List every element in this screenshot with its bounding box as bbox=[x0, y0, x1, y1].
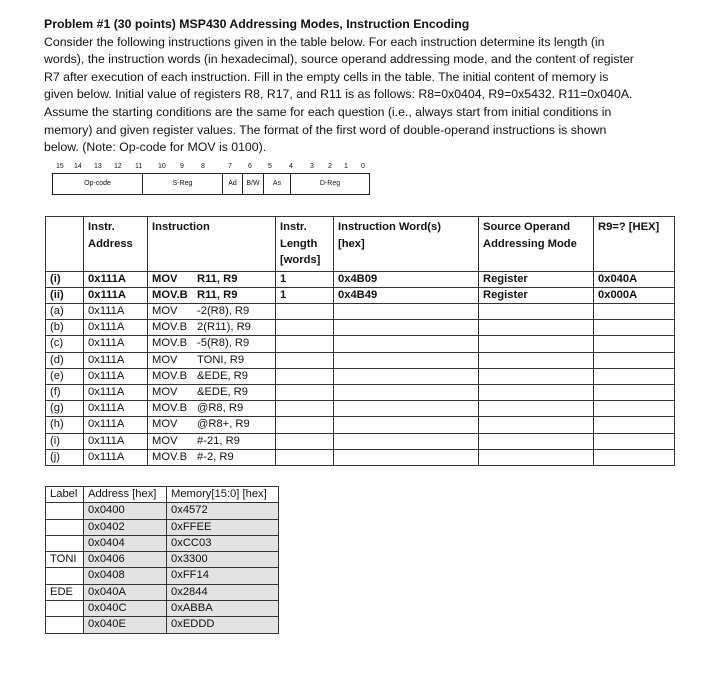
row-address: 0x111A bbox=[84, 320, 148, 336]
memory-header-row bbox=[46, 487, 279, 503]
row-r9[interactable] bbox=[594, 368, 675, 384]
field-sreg: S-Reg bbox=[143, 174, 223, 194]
row-mode[interactable] bbox=[479, 320, 594, 336]
row-address: 0x111A bbox=[84, 433, 148, 449]
instruction-opcode: MOV bbox=[152, 434, 178, 447]
table-row bbox=[46, 368, 675, 384]
problem-line: Assume the starting conditions are the same for each question (i.e., always start from initial conditions in bbox=[44, 104, 612, 119]
problem-line: given below. Initial value of registers R8, R17, and R11 is as follows: R8=0x0404, R9=0x5432. R11=0x040A. bbox=[44, 87, 633, 102]
header-address: Instr. Address bbox=[84, 217, 148, 272]
bit-number: 2 bbox=[328, 163, 332, 170]
row-instruction bbox=[148, 287, 276, 303]
row-instruction bbox=[148, 417, 276, 433]
bit-number: 6 bbox=[248, 163, 252, 170]
problem-line: below. (Note: Op-code for MOV is 0100). bbox=[44, 140, 267, 155]
instruction-opcode: MOV bbox=[152, 304, 178, 317]
instruction-opcode: MOV.B bbox=[152, 402, 188, 415]
memory-address: 0x0406 bbox=[84, 552, 167, 568]
memory-address: 0x0402 bbox=[84, 519, 167, 535]
memory-label bbox=[46, 535, 84, 551]
row-r9[interactable] bbox=[594, 401, 675, 417]
row-length[interactable] bbox=[276, 336, 334, 352]
row-instruction bbox=[148, 336, 276, 352]
memory-value: 0x2844 bbox=[167, 584, 279, 600]
table-row bbox=[46, 401, 675, 417]
memory-value: 0xEDDD bbox=[167, 617, 279, 633]
row-words[interactable] bbox=[334, 449, 479, 465]
table-row bbox=[46, 320, 675, 336]
bit-number: 1 bbox=[344, 163, 348, 170]
memory-value: 0x3300 bbox=[167, 552, 279, 568]
table-row bbox=[46, 384, 675, 400]
row-label: (ii) bbox=[46, 287, 84, 303]
problem-statement bbox=[44, 16, 708, 157]
row-words[interactable] bbox=[334, 303, 479, 319]
instruction-operands: #-21, R9 bbox=[197, 434, 240, 447]
memory-address: 0x040C bbox=[84, 601, 167, 617]
row-r9[interactable] bbox=[594, 384, 675, 400]
memory-header-label: Label bbox=[46, 487, 84, 503]
bit-numbers bbox=[52, 163, 370, 172]
problem-line: Consider the following instructions given in the table below. For each instruction determine its length (in bbox=[44, 34, 605, 49]
row-r9[interactable] bbox=[594, 336, 675, 352]
row-words[interactable] bbox=[334, 352, 479, 368]
row-instruction bbox=[148, 401, 276, 417]
instruction-operands: &EDE, R9 bbox=[197, 385, 248, 398]
row-r9[interactable] bbox=[594, 303, 675, 319]
memory-row bbox=[46, 584, 279, 600]
row-instruction bbox=[148, 320, 276, 336]
instruction-operands: R11, R9 bbox=[197, 272, 238, 285]
row-label: (e) bbox=[46, 368, 84, 384]
row-words[interactable] bbox=[334, 336, 479, 352]
table-row bbox=[46, 287, 675, 303]
row-words[interactable] bbox=[334, 368, 479, 384]
bit-number: 13 bbox=[94, 163, 102, 170]
problem-line: words), the instruction words (in hexadecimal), source operand addressing mode, and the content of register bbox=[44, 52, 634, 67]
bit-number: 4 bbox=[289, 163, 293, 170]
row-instruction bbox=[148, 384, 276, 400]
bit-number: 11 bbox=[135, 163, 143, 170]
row-label: (b) bbox=[46, 320, 84, 336]
bit-number: 10 bbox=[158, 163, 166, 170]
row-label: (d) bbox=[46, 352, 84, 368]
row-length[interactable] bbox=[276, 433, 334, 449]
row-length: 1 bbox=[276, 271, 334, 287]
instruction-operands: @R8+, R9 bbox=[197, 418, 250, 431]
row-label: (h) bbox=[46, 417, 84, 433]
header-mode: Source Operand Addressing Mode bbox=[479, 217, 594, 272]
row-mode: Register bbox=[479, 287, 594, 303]
row-r9[interactable] bbox=[594, 320, 675, 336]
memory-label bbox=[46, 503, 84, 519]
bit-number: 7 bbox=[228, 163, 232, 170]
row-address: 0x111A bbox=[84, 368, 148, 384]
row-length[interactable] bbox=[276, 384, 334, 400]
row-length[interactable] bbox=[276, 401, 334, 417]
instruction-opcode: MOV.B bbox=[152, 288, 188, 301]
instruction-operands: -2(R8), R9 bbox=[197, 304, 250, 317]
row-length[interactable] bbox=[276, 368, 334, 384]
instruction-opcode: MOV bbox=[152, 272, 178, 285]
row-r9[interactable] bbox=[594, 433, 675, 449]
bit-number: 8 bbox=[201, 163, 205, 170]
bit-number: 5 bbox=[268, 163, 272, 170]
instruction-operands: @R8, R9 bbox=[197, 402, 244, 415]
row-address: 0x111A bbox=[84, 303, 148, 319]
memory-row bbox=[46, 535, 279, 551]
row-address: 0x111A bbox=[84, 352, 148, 368]
instruction-opcode: MOV bbox=[152, 418, 178, 431]
row-label: (g) bbox=[46, 401, 84, 417]
row-mode: Register bbox=[479, 271, 594, 287]
row-label: (a) bbox=[46, 303, 84, 319]
instruction-opcode: MOV bbox=[152, 385, 178, 398]
row-label: (c) bbox=[46, 336, 84, 352]
memory-header-memory: Memory[15:0] [hex] bbox=[167, 487, 279, 503]
table-row bbox=[46, 352, 675, 368]
row-mode[interactable] bbox=[479, 368, 594, 384]
row-instruction bbox=[148, 449, 276, 465]
row-address: 0x111A bbox=[84, 449, 148, 465]
memory-value: 0xABBA bbox=[167, 601, 279, 617]
instruction-format-diagram bbox=[52, 163, 370, 195]
instruction-operands: #-2, R9 bbox=[197, 450, 234, 463]
problem-line: memory) and given register values. The format of the first word of double-operand instructions is shown bbox=[44, 122, 607, 137]
header-length: Instr. Length [words] bbox=[276, 217, 334, 272]
row-mode[interactable] bbox=[479, 384, 594, 400]
format-box bbox=[52, 173, 370, 195]
instruction-opcode: MOV bbox=[152, 353, 178, 366]
row-instruction bbox=[148, 271, 276, 287]
header-label bbox=[46, 217, 84, 272]
instruction-operands: 2(R11), R9 bbox=[197, 321, 251, 334]
row-words: 0x4B49 bbox=[334, 287, 479, 303]
memory-label: EDE bbox=[46, 584, 84, 600]
memory-address: 0x040A bbox=[84, 584, 167, 600]
bit-number: 15 bbox=[56, 163, 64, 170]
row-mode[interactable] bbox=[479, 401, 594, 417]
row-words[interactable] bbox=[334, 320, 479, 336]
row-mode[interactable] bbox=[479, 449, 594, 465]
row-address: 0x111A bbox=[84, 417, 148, 433]
memory-label bbox=[46, 617, 84, 633]
memory-label bbox=[46, 601, 84, 617]
instruction-table bbox=[45, 216, 675, 466]
instruction-operands: TONI, R9 bbox=[197, 353, 245, 366]
instruction-operands: &EDE, R9 bbox=[197, 369, 248, 382]
field-ad: Ad bbox=[223, 174, 243, 194]
bit-number: 14 bbox=[74, 163, 82, 170]
bit-number: 0 bbox=[361, 163, 365, 170]
field-bw: B/W bbox=[243, 174, 264, 194]
memory-row bbox=[46, 552, 279, 568]
memory-address: 0x0400 bbox=[84, 503, 167, 519]
bit-number: 9 bbox=[180, 163, 184, 170]
memory-value: 0x4572 bbox=[167, 503, 279, 519]
row-address: 0x111A bbox=[84, 287, 148, 303]
memory-address: 0x0404 bbox=[84, 535, 167, 551]
instruction-opcode: MOV.B bbox=[152, 321, 188, 334]
row-address: 0x111A bbox=[84, 384, 148, 400]
problem-line: R7 after execution of each instruction. Fill in the empty cells in the table. The initial content of memory is bbox=[44, 69, 609, 84]
memory-row bbox=[46, 617, 279, 633]
row-address: 0x111A bbox=[84, 336, 148, 352]
memory-value: 0xCC03 bbox=[167, 535, 279, 551]
table-row bbox=[46, 449, 675, 465]
instruction-opcode: MOV.B bbox=[152, 369, 188, 382]
instruction-opcode: MOV.B bbox=[152, 337, 188, 350]
row-label: (f) bbox=[46, 384, 84, 400]
row-mode[interactable] bbox=[479, 433, 594, 449]
table-row bbox=[46, 336, 675, 352]
row-address: 0x111A bbox=[84, 271, 148, 287]
row-words[interactable] bbox=[334, 417, 479, 433]
row-mode[interactable] bbox=[479, 336, 594, 352]
bit-number: 3 bbox=[310, 163, 314, 170]
row-mode[interactable] bbox=[479, 417, 594, 433]
memory-label: TONI bbox=[46, 552, 84, 568]
row-words[interactable] bbox=[334, 384, 479, 400]
row-instruction bbox=[148, 433, 276, 449]
row-length[interactable] bbox=[276, 352, 334, 368]
row-instruction bbox=[148, 303, 276, 319]
problem-title: Problem #1 (30 points) MSP430 Addressing Modes, Instruction Encoding bbox=[44, 17, 470, 31]
memory-table bbox=[45, 486, 279, 634]
table-row bbox=[46, 271, 675, 287]
row-instruction bbox=[148, 368, 276, 384]
row-r9[interactable] bbox=[594, 352, 675, 368]
table-row bbox=[46, 303, 675, 319]
header-instruction: Instruction bbox=[148, 217, 276, 272]
row-words: 0x4B09 bbox=[334, 271, 479, 287]
memory-row bbox=[46, 519, 279, 535]
row-r9[interactable] bbox=[594, 449, 675, 465]
row-address: 0x111A bbox=[84, 401, 148, 417]
bit-number: 12 bbox=[114, 163, 122, 170]
field-as: As bbox=[264, 174, 291, 194]
memory-row bbox=[46, 503, 279, 519]
memory-value: 0xFF14 bbox=[167, 568, 279, 584]
row-words[interactable] bbox=[334, 401, 479, 417]
table-row bbox=[46, 433, 675, 449]
memory-value: 0xFFEE bbox=[167, 519, 279, 535]
header-r9: R9=? [HEX] bbox=[594, 217, 675, 272]
memory-row bbox=[46, 568, 279, 584]
field-dreg: D-Reg bbox=[319, 180, 341, 187]
memory-header-address: Address [hex] bbox=[84, 487, 167, 503]
header-words: Instruction Word(s) [hex] bbox=[334, 217, 479, 272]
row-length[interactable] bbox=[276, 417, 334, 433]
row-label: (i) bbox=[46, 271, 84, 287]
row-length[interactable] bbox=[276, 303, 334, 319]
row-r9: 0x040A bbox=[594, 271, 675, 287]
memory-address: 0x040E bbox=[84, 617, 167, 633]
instruction-operands: -5(R8), R9 bbox=[197, 337, 250, 350]
row-words[interactable] bbox=[334, 433, 479, 449]
row-label: (j) bbox=[46, 449, 84, 465]
row-mode[interactable] bbox=[479, 303, 594, 319]
row-length[interactable] bbox=[276, 320, 334, 336]
memory-address: 0x0408 bbox=[84, 568, 167, 584]
row-r9[interactable] bbox=[594, 417, 675, 433]
row-label: (i) bbox=[46, 433, 84, 449]
instruction-operands: R11, R9 bbox=[197, 288, 238, 301]
field-opcode: Op-code bbox=[53, 174, 143, 194]
table-row bbox=[46, 417, 675, 433]
table-header-row bbox=[46, 217, 675, 272]
row-mode[interactable] bbox=[479, 352, 594, 368]
row-length[interactable] bbox=[276, 449, 334, 465]
memory-label bbox=[46, 519, 84, 535]
memory-label bbox=[46, 568, 84, 584]
instruction-opcode: MOV.B bbox=[152, 450, 188, 463]
row-instruction bbox=[148, 352, 276, 368]
row-length: 1 bbox=[276, 287, 334, 303]
row-r9: 0x000A bbox=[594, 287, 675, 303]
memory-row bbox=[46, 601, 279, 617]
